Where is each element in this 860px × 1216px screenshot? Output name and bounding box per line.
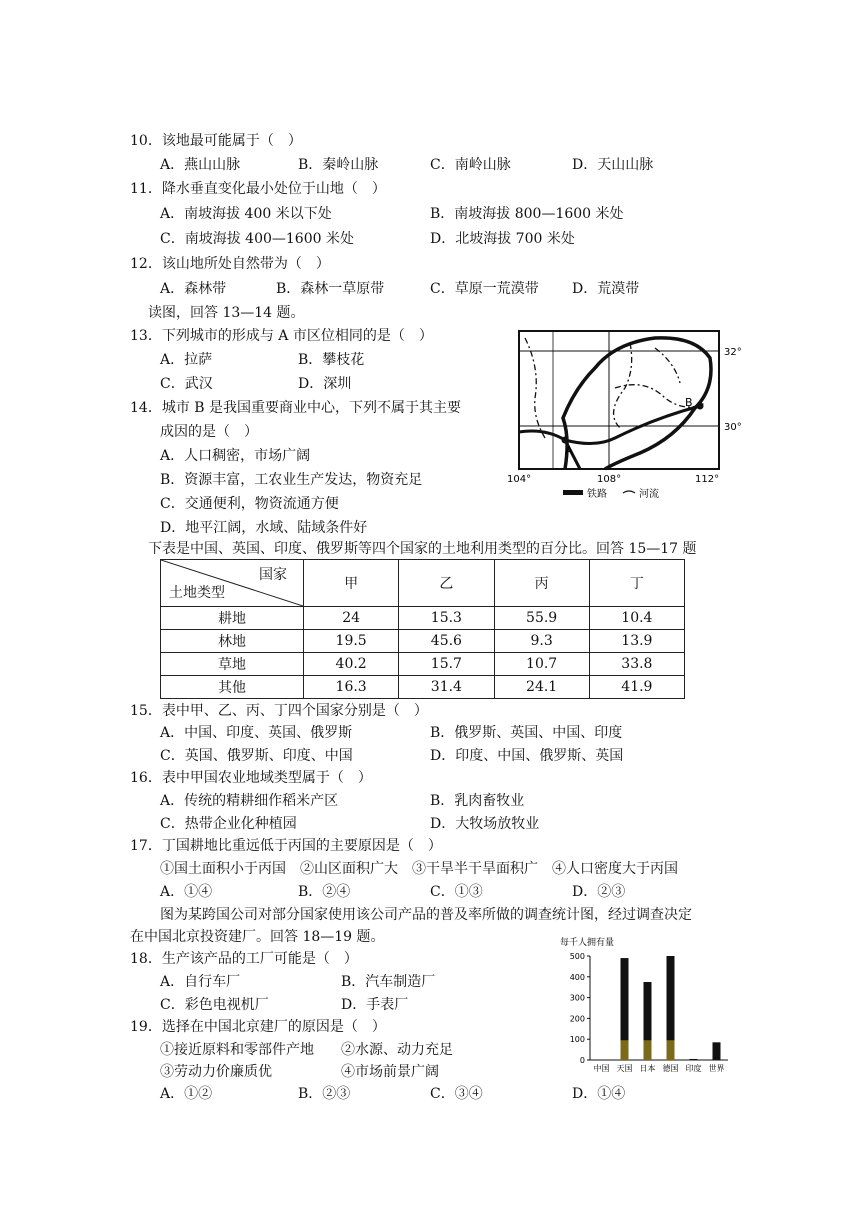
chart-x-tick-label: 世界 xyxy=(708,1064,725,1073)
q11-stem: 11．降水垂直变化最小处位于山地（ ） xyxy=(130,181,386,197)
q19-statement-1: ①接近原料和零部件产地 xyxy=(160,1042,314,1058)
q11-opt-a: A．南坡海拔 400 米以下处 xyxy=(160,206,332,222)
q12-opt-c: C．草原一荒漠带 xyxy=(430,281,539,297)
lon-108-label: 108° xyxy=(597,474,622,485)
ownership-bar-chart xyxy=(558,934,738,1079)
q15-stem: 15．表中甲、乙、丙、丁四个国家分别是（ ） xyxy=(130,703,428,719)
chart-y-tick-label: 100 xyxy=(569,1035,585,1045)
q19-statement-3: ③劳动力价廉质优 xyxy=(160,1064,272,1080)
q14-opt-b: B．资源丰富，工农业生产发达，物资充足 xyxy=(160,472,423,488)
table-corner-country: 国家 xyxy=(259,567,287,583)
table-row-label: 其他 xyxy=(161,676,304,699)
q17-opt-b: B．②④ xyxy=(298,884,351,900)
chart-title: 每千人拥有量 xyxy=(560,938,615,948)
q19-opt-b: B．②③ xyxy=(298,1086,351,1102)
river-line-4 xyxy=(655,348,680,383)
city-a-label: A xyxy=(565,444,573,457)
q19-opt-c: C．③④ xyxy=(430,1086,483,1102)
q16-opt-d: D．大牧场放牧业 xyxy=(430,816,540,832)
table-cell: 40.2 xyxy=(304,653,399,676)
table-cell: 16.3 xyxy=(304,676,399,699)
lat-32-label: 32° xyxy=(724,347,742,358)
table-cell: 24.1 xyxy=(494,676,589,699)
q18-opt-c: C．彩色电视机厂 xyxy=(160,997,269,1013)
q15-opt-d: D．印度、中国、俄罗斯、英国 xyxy=(430,748,624,764)
chart-bar-segment xyxy=(621,1040,629,1060)
q10-opt-d: D．天山山脉 xyxy=(572,157,654,173)
q13-opt-d: D．深圳 xyxy=(298,376,352,392)
q14-opt-d: D．地平江阔，水域、陆域条件好 xyxy=(160,520,368,536)
q15-opt-c: C．英国、俄罗斯、印度、中国 xyxy=(160,748,353,764)
q17-statements: ①国土面积小于丙国 ②山区面积广大 ③干旱半干旱面积广 ④人口密度大于丙国 xyxy=(160,861,678,877)
city-b-label: B xyxy=(685,396,693,409)
q17-opt-c: C．①③ xyxy=(430,884,483,900)
q14-opt-a: A．人口稠密，市场广阔 xyxy=(160,448,311,464)
table-cell: 10.4 xyxy=(589,607,684,630)
q17-opt-d: D．②③ xyxy=(572,884,626,900)
q19-statement-4: ④市场前景广阔 xyxy=(341,1064,439,1080)
table-row xyxy=(161,630,685,653)
q13-opt-b: B．攀枝花 xyxy=(298,352,365,368)
chart-y-tick-label: 500 xyxy=(569,952,585,961)
q16-opt-b: B．乳肉畜牧业 xyxy=(430,793,525,809)
table-cell: 55.9 xyxy=(494,607,589,630)
table-cell: 13.9 xyxy=(589,630,684,653)
table-cell: 24 xyxy=(304,607,399,630)
chart-bar-segment xyxy=(644,1040,652,1060)
q12-stem: 12．该山地所处自然带为（ ） xyxy=(130,256,330,272)
chart-x-tick-label: 中国 xyxy=(593,1064,610,1073)
table-row xyxy=(161,653,685,676)
legend-river-label: 河流 xyxy=(639,489,659,500)
chart-x-tick-label: 德国 xyxy=(662,1064,679,1073)
lon-104-label: 104° xyxy=(507,474,532,485)
q14-opt-c: C．交通便利，物资流通方便 xyxy=(160,496,339,512)
q10-opt-c: C．南岭山脉 xyxy=(430,157,511,173)
table-row-label: 林地 xyxy=(161,630,304,653)
chart-x-tick-label: 天国 xyxy=(616,1064,633,1073)
legend-river-swatch xyxy=(623,491,635,493)
lat-30-label: 30° xyxy=(724,422,742,433)
q18-stem: 18．生产该产品的工厂可能是（ ） xyxy=(130,951,358,967)
table-cell: 41.9 xyxy=(589,676,684,699)
q13-opt-c: C．武汉 xyxy=(160,376,213,392)
q12-opt-a: A．森林带 xyxy=(160,281,227,297)
table-cell: 9.3 xyxy=(494,630,589,653)
q13-stem: 13．下列城市的形成与 A 市区位相同的是（ ） xyxy=(130,328,433,344)
table-col-header: 乙 xyxy=(399,560,494,607)
chart-y-tick-label: 0 xyxy=(579,1056,585,1065)
q19-stem: 19．选择在中国北京建厂的原因是（ ） xyxy=(130,1019,386,1035)
river-line xyxy=(525,338,545,438)
chart-x-tick-label: 日本 xyxy=(639,1064,656,1073)
table-row xyxy=(161,607,685,630)
q18-opt-d: D．手表厂 xyxy=(341,997,409,1013)
table-row xyxy=(161,676,685,699)
q10-opt-a: A．燕山山脉 xyxy=(160,157,241,173)
q18-opt-b: B．汽车制造厂 xyxy=(341,974,436,990)
q17-opt-a: A．①④ xyxy=(160,884,213,900)
table-cell: 15.7 xyxy=(399,653,494,676)
q19-opt-a: A．①② xyxy=(160,1086,213,1102)
chart-bar-segment xyxy=(667,1040,675,1060)
table-row-label: 耕地 xyxy=(161,607,304,630)
q14-stem-line1: 14．城市 B 是我国重要商业中心，下列不属于其主要 xyxy=(130,400,462,416)
q19-opt-d: D．①④ xyxy=(572,1086,626,1102)
table-cell: 33.8 xyxy=(589,653,684,676)
chart-x-tick-label: 印度 xyxy=(685,1064,702,1073)
chart-y-tick-label: 400 xyxy=(569,972,585,982)
table-col-header: 丁 xyxy=(589,560,684,607)
table-cell: 10.7 xyxy=(494,653,589,676)
table-col-header: 丙 xyxy=(494,560,589,607)
q11-opt-d: D．北坡海拔 700 米处 xyxy=(430,231,575,247)
intro-18-19-line2: 在中国北京投资建厂。回答 18—19 题。 xyxy=(130,929,385,945)
table-cell: 15.3 xyxy=(399,607,494,630)
q15-opt-b: B．俄罗斯、英国、中国、印度 xyxy=(430,725,623,741)
q19-statement-2: ②水源、动力充足 xyxy=(341,1042,453,1058)
table-cell: 31.4 xyxy=(399,676,494,699)
table-corner-landtype: 土地类型 xyxy=(169,585,225,601)
chart-bar xyxy=(713,1042,721,1060)
q17-stem: 17．丁国耕地比重远低于丙国的主要原因是（ ） xyxy=(130,838,442,854)
lon-112-label: 112° xyxy=(695,474,720,485)
chart-bar xyxy=(690,1059,698,1060)
q16-stem: 16．表中甲国农业地域类型属于（ ） xyxy=(130,770,372,786)
q12-opt-d: D．荒漠带 xyxy=(572,281,640,297)
q10-opt-b: B．秦岭山脉 xyxy=(298,157,379,173)
q12-opt-b: B．森林一草原带 xyxy=(276,281,385,297)
q18-opt-a: A．自行车厂 xyxy=(160,974,241,990)
q16-opt-c: C．热带企业化种植园 xyxy=(160,816,297,832)
chart-y-tick-label: 300 xyxy=(569,993,585,1003)
q11-opt-c: C．南坡海拔 400—1600 米处 xyxy=(160,231,354,247)
legend-rail-label: 铁路 xyxy=(587,489,607,500)
table-corner-cell xyxy=(161,560,304,607)
table-cell: 19.5 xyxy=(304,630,399,653)
q13-opt-a: A．拉萨 xyxy=(160,352,213,368)
chart-y-tick-label: 200 xyxy=(569,1014,585,1024)
q14-stem-line2: 成因的是（ ） xyxy=(160,424,258,440)
intro-13-14: 读图，回答 13—14 题。 xyxy=(148,305,305,321)
q15-opt-a: A．中国、印度、英国、俄罗斯 xyxy=(160,725,353,741)
land-use-table xyxy=(160,559,685,699)
intro-15-17: 下表是中国、英国、印度、俄罗斯等四个国家的土地利用类型的百分比。回答 15—17 题 xyxy=(148,541,697,557)
table-col-header: 甲 xyxy=(304,560,399,607)
legend-rail-swatch xyxy=(563,490,583,495)
q11-opt-b: B．南坡海拔 800—1600 米处 xyxy=(430,206,624,222)
railway-river-map xyxy=(505,328,755,503)
q10-stem: 10．该地最可能属于（ ） xyxy=(130,133,302,149)
table-row-label: 草地 xyxy=(161,653,304,676)
intro-18-19-line1: 图为某跨国公司对部分国家使用该公司产品的普及率所做的调查统计图，经过调查决定 xyxy=(160,907,692,923)
table-cell: 45.6 xyxy=(399,630,494,653)
q16-opt-a: A．传统的精耕细作稻米产区 xyxy=(160,793,339,809)
